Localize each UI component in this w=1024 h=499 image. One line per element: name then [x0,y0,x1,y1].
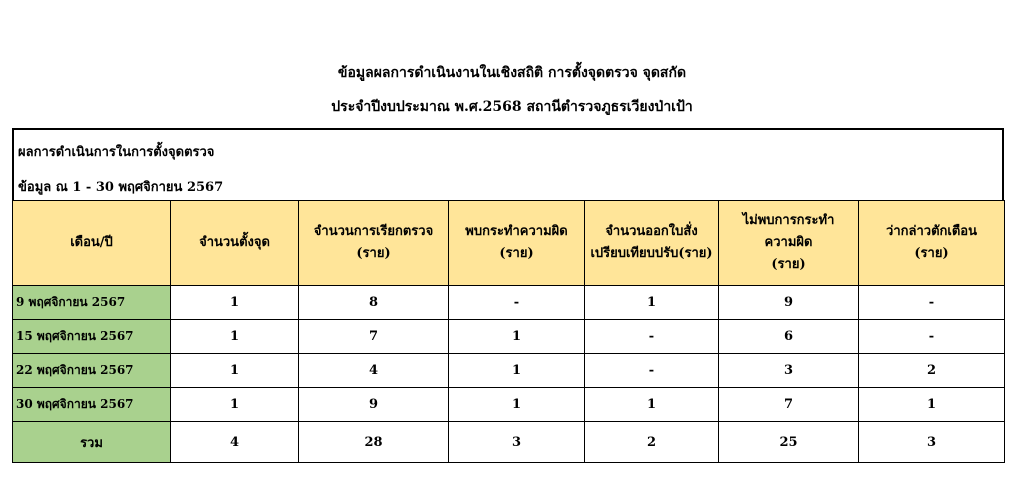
cell-inspections: 7 [299,320,449,354]
table-header-row [13,201,1005,286]
total-checkpoints: 4 [171,422,299,463]
cell-checkpoints: 1 [171,320,299,354]
info-box [12,128,1004,200]
statistics-table [12,200,1005,463]
cell-offenses: 1 [449,354,585,388]
header-checkpoint-count: จำนวนตั้งจุด [171,201,299,286]
cell-warnings: 1 [859,388,1005,422]
row-date: 9 พฤศจิกายน 2567 [13,286,171,320]
cell-inspections: 9 [299,388,449,422]
header-inspections: จำนวนการเรียกตรวจ (ราย) [299,201,449,286]
cell-offenses: 1 [449,320,585,354]
cell-warnings: - [859,286,1005,320]
cell-warnings: 2 [859,354,1005,388]
cell-no-offense: 9 [719,286,859,320]
cell-warnings: - [859,320,1005,354]
table-row [13,320,1005,354]
total-warnings: 3 [859,422,1005,463]
total-label: รวม [13,422,171,463]
info-date-range: ข้อมูล ณ 1 - 30 พฤศจิกายน 2567 [18,180,224,195]
cell-checkpoints: 1 [171,286,299,320]
cell-no-offense: 6 [719,320,859,354]
table-row [13,354,1005,388]
header-offenses-found: พบกระทำความผิด (ราย) [449,201,585,286]
cell-tickets: 1 [585,388,719,422]
row-date: 30 พฤศจิกายน 2567 [13,388,171,422]
total-tickets: 2 [585,422,719,463]
table-row [13,286,1005,320]
report-title: ข้อมูลผลการดำเนินงานในเชิงสถิติ การตั้งจุดตรวจ จุดสกัด [337,65,687,81]
cell-tickets: - [585,320,719,354]
header-tickets-issued: จำนวนออกใบสั่ง เปรียบเทียบปรับ(ราย) [585,201,719,286]
header-warnings: ว่ากล่าวตักเตือน (ราย) [859,201,1005,286]
cell-checkpoints: 1 [171,388,299,422]
row-date: 22 พฤศจิกายน 2567 [13,354,171,388]
report-subtitle: ประจำปีงบประมาณ พ.ศ.2568 สถานีตำรวจภูธรเวียงป่าเป้า [331,99,693,115]
row-date: 15 พฤศจิกายน 2567 [13,320,171,354]
cell-no-offense: 7 [719,388,859,422]
cell-inspections: 4 [299,354,449,388]
cell-checkpoints: 1 [171,354,299,388]
cell-no-offense: 3 [719,354,859,388]
cell-tickets: 1 [585,286,719,320]
header-no-offense: ไม่พบการกระทำ ความผิด (ราย) [719,201,859,286]
total-offenses: 3 [449,422,585,463]
total-inspections: 28 [299,422,449,463]
table-row [13,388,1005,422]
cell-offenses: - [449,286,585,320]
header-month: เดือน/ปี [13,201,171,286]
cell-tickets: - [585,354,719,388]
cell-offenses: 1 [449,388,585,422]
total-row [13,422,1005,463]
cell-inspections: 8 [299,286,449,320]
total-no-offense: 25 [719,422,859,463]
info-heading: ผลการดำเนินการในการตั้งจุดตรวจ [18,145,215,160]
